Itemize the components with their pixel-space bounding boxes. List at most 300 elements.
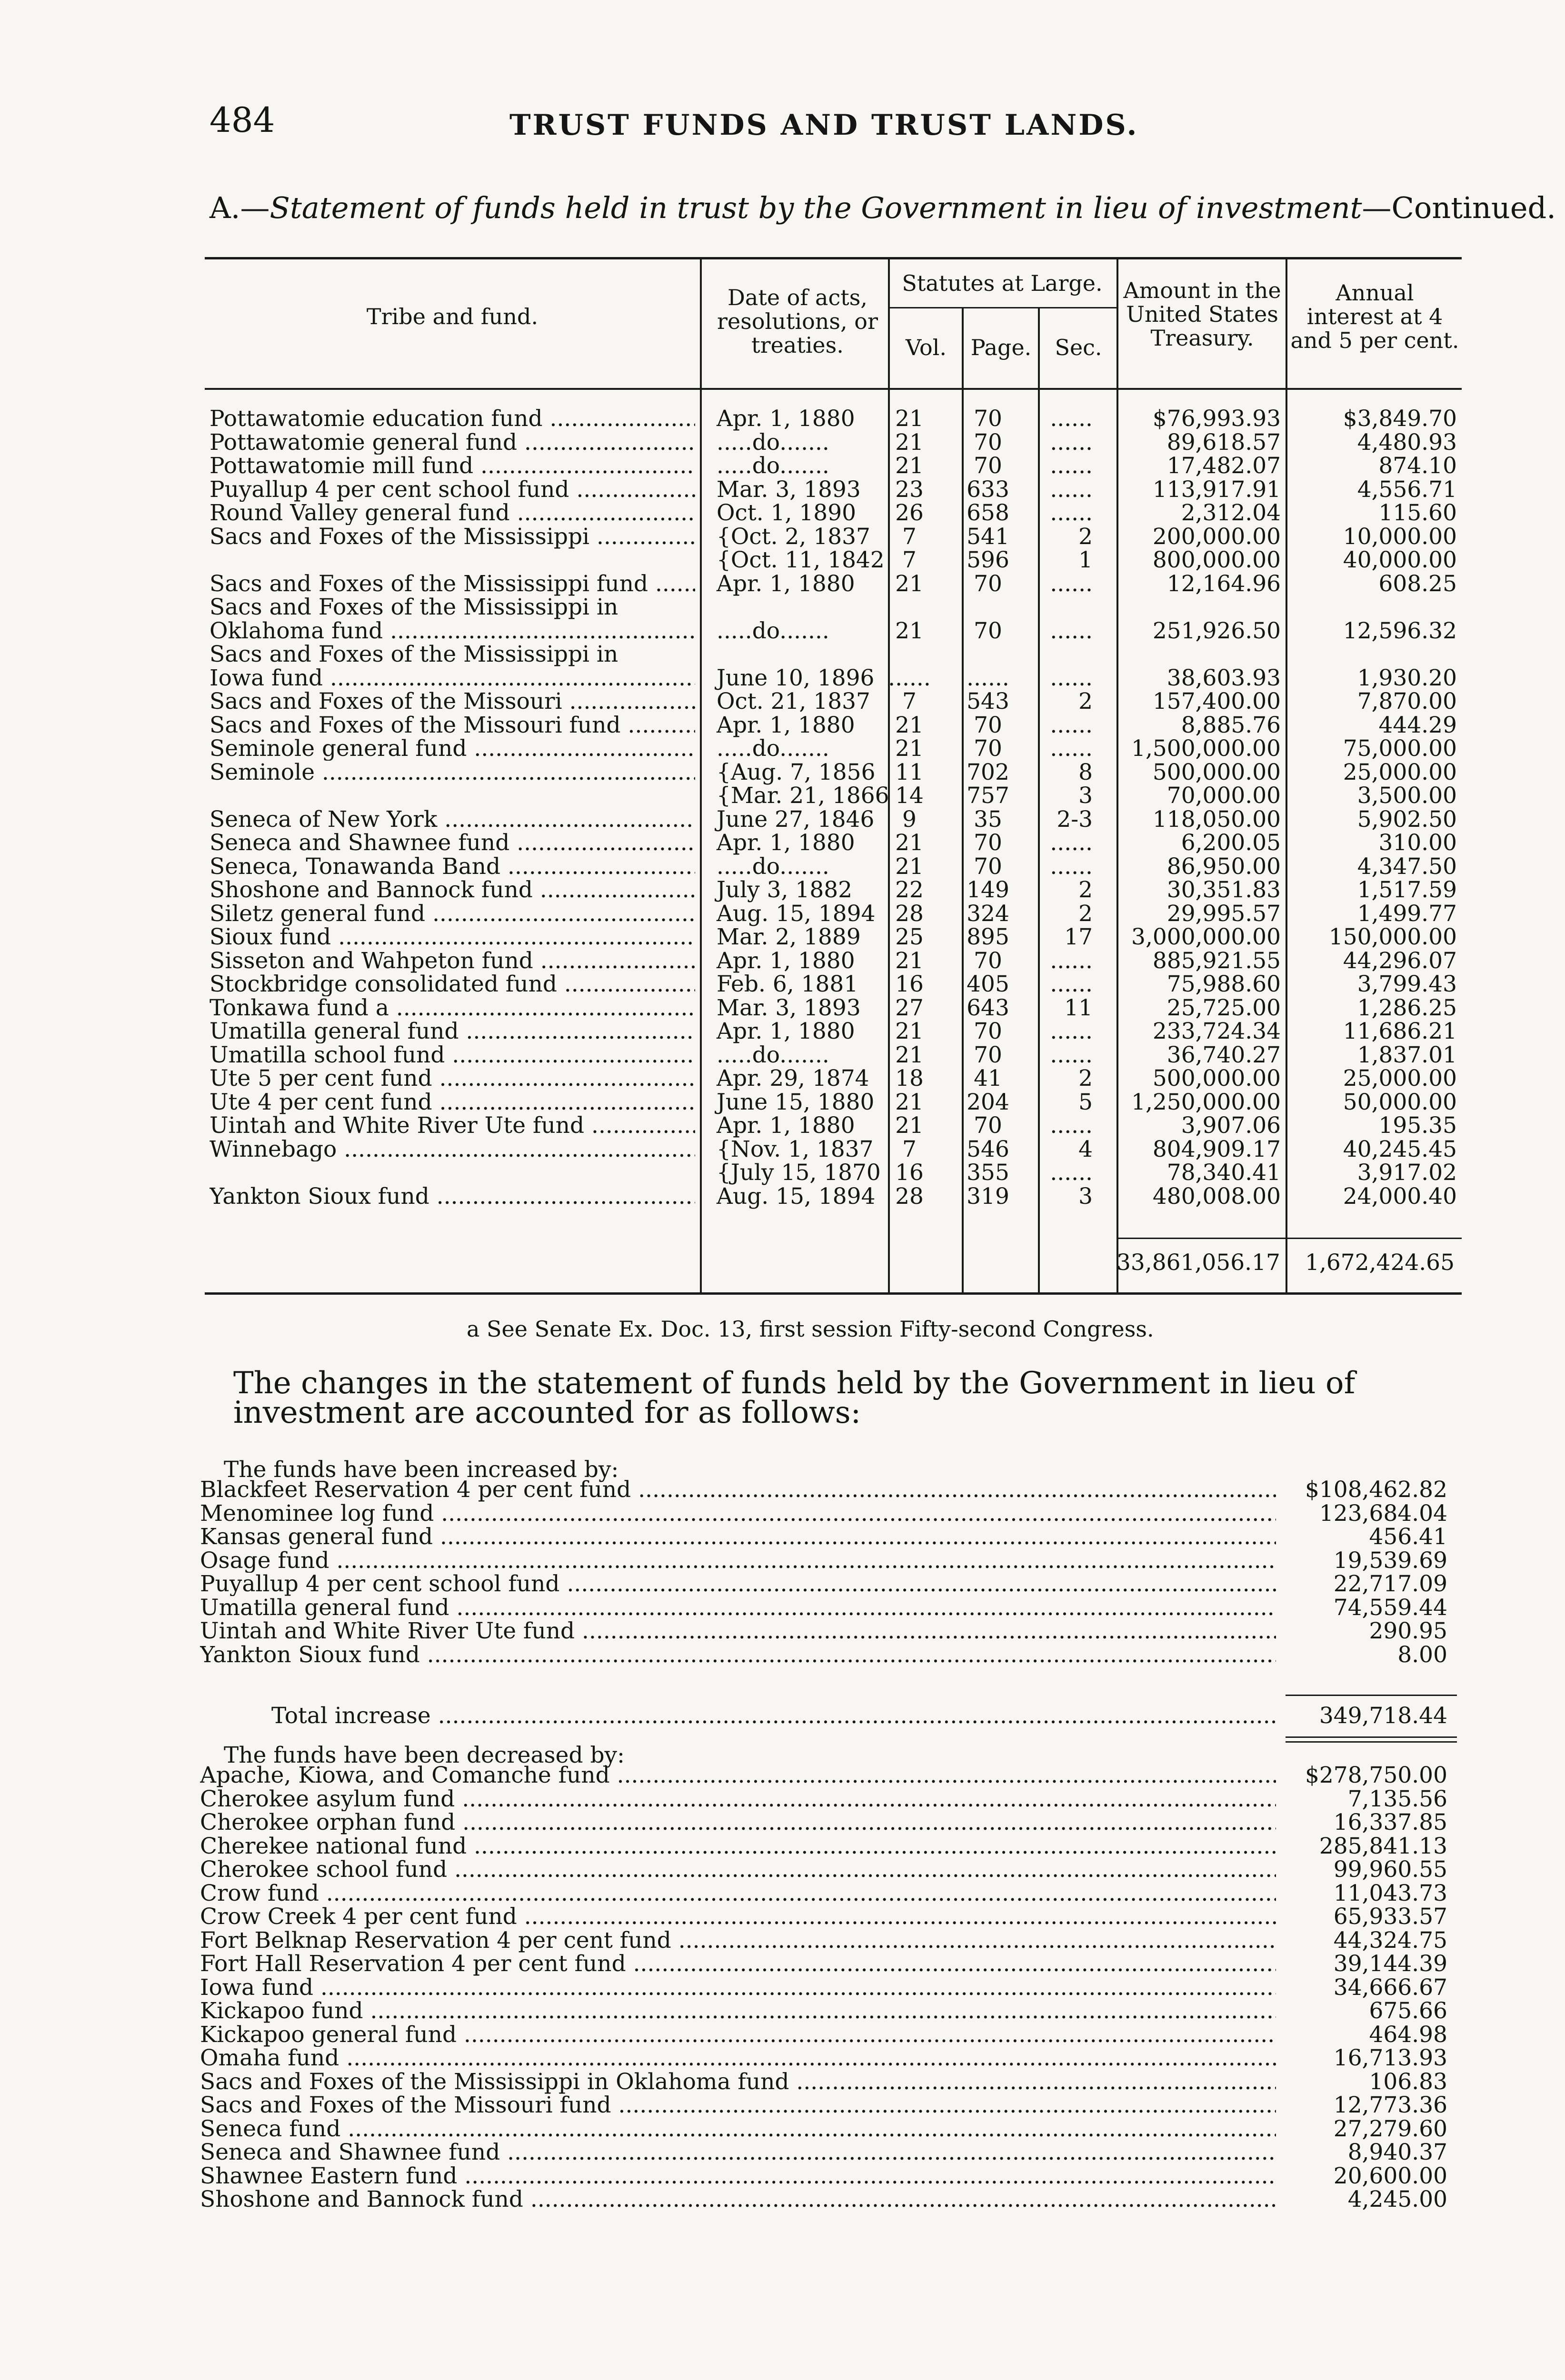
item-label: Shoshone and Bannock fund ..... [200,2188,1276,2211]
col-head-sec: Sec. [1055,335,1102,360]
col-head-date: Date of acts, resolutions, or treaties. [717,285,878,358]
col-head-tribe: Tribe and fund. [366,304,538,329]
item-value: 20,600.00 [1333,2162,1447,2189]
cell-sec: ...... [1050,570,1093,597]
cell-page: 70 [974,570,1002,597]
caption-italic: Statement of funds held in trust by the Government in lieu of investment [269,190,1362,225]
item-label: Menominee log fund ..... [200,1502,1276,1526]
decrease-item [200,1787,1457,1811]
item-value: 16,337.85 [1333,1809,1447,1835]
cell-interest: 115.60 [1378,500,1457,526]
cell-vol: 9 [902,806,917,833]
cell-tribe: Umatilla school fund ..... [209,1043,695,1067]
item-value: 123,684.04 [1319,1500,1447,1527]
cell-date: .....do....... [717,617,829,644]
cell-tribe: Siletz general fund ..... [209,902,695,926]
item-label: Iowa fund ..... [200,1976,1276,2000]
cell-page: 405 [967,971,1009,997]
item-label: Crow fund ..... [200,1882,1276,1905]
cell-tribe: Sacs and Foxes of the Missouri ..... [209,690,695,714]
cell-amount: 78,340.41 [1166,1160,1281,1186]
cell-tribe: Tonkawa fund a ..... [209,996,695,1020]
item-label: Umatilla general fund ..... [200,1596,1276,1620]
table-row [205,548,1462,572]
cell-tribe: Sacs and Foxes of the Mississippi in [209,594,618,620]
item-value: 99,960.55 [1333,1856,1447,1883]
table-row [205,501,1462,525]
increase-item [200,1572,1457,1596]
cell-sec: 2 [1078,688,1093,714]
col-head-page: Page. [970,335,1032,360]
cell-vol: 21 [895,453,924,479]
cell-sec: ...... [1050,1041,1093,1068]
item-value: 12,773.36 [1333,2092,1447,2118]
cell-tribe: Yankton Sioux fund ..... [209,1185,695,1209]
total-interest: 1,672,424.65 [1305,1250,1455,1276]
cell-page: 643 [967,994,1009,1021]
cell-page: 324 [967,900,1009,927]
item-label: Kickapoo fund ..... [200,1999,1276,2023]
cell-interest: 608.25 [1378,570,1457,597]
cell-page: 204 [967,1089,1009,1115]
cell-interest: 40,245.45 [1343,1136,1457,1162]
total-increase-label: Total increase ..... [200,1704,1276,1728]
table-row [205,714,1462,737]
item-value: 285,841.13 [1319,1833,1447,1859]
decrease-item [200,2093,1457,2117]
decrease-item [200,2141,1457,2164]
cell-date: .....do....... [717,853,829,880]
cell-amount: 2,312.04 [1181,500,1281,526]
cell-tribe: Sioux fund ..... [209,925,695,949]
cell-sec: 2 [1078,900,1093,927]
cell-sec: 1 [1078,547,1093,573]
increase-item [200,1643,1457,1667]
cell-amount: 157,400.00 [1152,688,1281,714]
decrease-item [200,1999,1457,2023]
cell-page: 41 [974,1065,1002,1091]
decrease-item [200,1905,1457,1929]
cell-sec: ...... [1050,830,1093,856]
decrease-item [200,2117,1457,2141]
cell-sec: ...... [1050,735,1093,762]
cell-vol: 18 [895,1065,924,1091]
cell-date: Aug. 15, 1894 [717,900,876,927]
cell-page: 541 [967,523,1009,550]
decrease-item [200,1929,1457,1953]
cell-tribe: Ute 4 per cent fund ..... [209,1091,695,1114]
cell-amount: 885,921.55 [1152,947,1281,974]
item-label: Fort Belknap Reservation 4 per cent fund ..... [200,1929,1276,1953]
cell-sec: 2 [1078,523,1093,550]
cell-amount: 800,000.00 [1152,547,1281,573]
cell-page: 70 [974,1112,1002,1139]
cell-amount: 118,050.00 [1152,806,1281,833]
item-label: Blackfeet Reservation 4 per cent fund ..... [200,1478,1276,1502]
cell-date: Apr. 1, 1880 [717,830,855,856]
cell-date: Mar. 3, 1893 [717,994,861,1021]
item-label: Kickapoo general fund ..... [200,2023,1276,2047]
item-value: 106.83 [1369,2068,1447,2095]
cell-interest: 3,500.00 [1357,783,1457,809]
cell-page: 70 [974,735,1002,762]
cell-interest: 40,000.00 [1343,547,1457,573]
cell-sec: ...... [1050,853,1093,880]
cell-date: Aug. 15, 1894 [717,1183,876,1210]
table-top-rule [205,257,1462,259]
item-value: 16,713.93 [1333,2045,1447,2071]
cell-tribe: Ute 5 per cent fund ..... [209,1067,695,1091]
cell-interest: 195.35 [1378,1112,1457,1139]
decrease-item [200,1952,1457,1976]
cell-vol: 21 [895,1041,924,1068]
increase-item [200,1619,1457,1643]
cell-date: Feb. 6, 1881 [717,971,858,997]
cell-amount: 17,482.07 [1166,453,1281,479]
cell-tribe: Seneca, Tonawanda Band ..... [209,855,695,879]
cell-date: Mar. 3, 1893 [717,476,861,503]
cell-amount: 86,950.00 [1166,853,1281,880]
cell-page: 70 [974,453,1002,479]
cell-tribe: Stockbridge consolidated fund ..... [209,972,695,996]
increase-item [200,1549,1457,1573]
cell-interest: 1,517.59 [1357,877,1457,903]
cell-interest: 3,917.02 [1357,1160,1457,1186]
cell-date: .....do....... [717,429,829,456]
cell-page: 149 [967,877,1009,903]
cell-page: ...... [967,664,1009,691]
cell-interest: 874.10 [1378,453,1457,479]
cell-amount: 75,988.60 [1166,971,1281,997]
cell-date: .....do....... [717,1041,829,1068]
table-row [205,454,1462,478]
cell-page: 70 [974,712,1002,738]
cell-tribe: Puyallup 4 per cent school fund ..... [209,478,695,502]
col-head-interest: Annual interest at 4 and 5 per cent. [1290,280,1459,353]
cell-sec: ...... [1050,429,1093,456]
item-value: 4,245.00 [1347,2186,1447,2212]
item-label: Seneca fund ..... [200,2117,1276,2141]
cell-amount: 25,725.00 [1166,994,1281,1021]
cell-page: 70 [974,947,1002,974]
decreased-heading: The funds have been decreased by: [224,1742,625,1768]
item-value: 7,135.56 [1347,1785,1447,1812]
cell-date: {Nov. 1, 1837 [717,1136,874,1162]
cell-amount: 1,250,000.00 [1131,1089,1281,1115]
cell-vol: 7 [902,1136,917,1162]
table-row [205,855,1462,879]
cell-amount: 30,351.83 [1166,877,1281,903]
item-label: Puyallup 4 per cent school fund ..... [200,1572,1276,1596]
cell-date: {Aug. 7, 1856 [717,759,876,785]
cell-vol: ...... [888,664,931,691]
cell-page: 895 [967,924,1009,950]
cell-tribe: Pottawatomie mill fund ..... [209,454,695,478]
item-label: Apache, Kiowa, and Comanche fund ..... [200,1764,1276,1787]
table-row [205,996,1462,1020]
item-label: Osage fund ..... [200,1549,1276,1573]
cell-vol: 16 [895,1160,924,1186]
table-row [205,525,1462,549]
cell-sec: 8 [1078,759,1093,785]
cell-amount: 1,500,000.00 [1131,735,1281,762]
cell-page: 546 [967,1136,1009,1162]
cell-page: 633 [967,476,1009,503]
cell-tribe: Oklahoma fund ..... [209,619,695,643]
cell-tribe: Sacs and Foxes of the Mississippi ..... [209,525,695,549]
item-label: Cherokee orphan fund ..... [200,1811,1276,1835]
item-value: 11,043.73 [1333,1880,1447,1906]
cell-vol: 21 [895,429,924,456]
col-head-vol: Vol. [905,335,947,360]
item-value: 675.66 [1369,1998,1447,2024]
cell-tribe: Iowa fund ..... [209,666,695,690]
total-increase-value: 349,718.44 [1319,1703,1447,1729]
cell-interest: 12,596.32 [1343,617,1457,644]
cell-interest: 1,837.01 [1357,1041,1457,1068]
item-value: 8,940.37 [1347,2139,1447,2165]
cell-amount: 251,926.50 [1152,617,1281,644]
cell-interest: 10,000.00 [1343,523,1457,550]
item-value: 34,666.67 [1333,1974,1447,2001]
item-label: Omaha fund ..... [200,2046,1276,2070]
cell-tribe: Seneca and Shawnee fund ..... [209,831,695,855]
table-row [205,1067,1462,1091]
cell-sec: ...... [1050,664,1093,691]
table-row [205,784,1462,808]
cell-sec: 2-3 [1057,806,1093,833]
page-number: 484 [209,100,275,140]
item-label: Sacs and Foxes of the Mississippi in Oklahoma fund ..... [200,2070,1276,2094]
cell-page: 702 [967,759,1009,785]
cell-vol: 21 [895,1112,924,1139]
item-label: Uintah and White River Ute fund ..... [200,1619,1276,1643]
cell-vol: 26 [895,500,924,526]
cell-amount: 113,917.91 [1152,476,1281,503]
cell-amount: $76,993.93 [1152,406,1281,432]
cell-vol: 21 [895,1089,924,1115]
cell-amount: 38,603.93 [1166,664,1281,691]
cell-date: Apr. 1, 1880 [717,570,855,597]
cell-date: Oct. 21, 1837 [717,688,870,714]
table-row [205,572,1462,596]
cell-interest: 4,556.71 [1357,476,1457,503]
cell-date: .....do....... [717,735,829,762]
table-row [205,1020,1462,1043]
cell-page: 355 [967,1160,1009,1186]
cell-tribe: Seminole ..... [209,761,695,784]
cell-vol: 25 [895,924,924,950]
table-row [205,666,1462,690]
cell-sec: 5 [1078,1089,1093,1115]
cell-amount: 89,618.57 [1166,429,1281,456]
cell-vol: 21 [895,1018,924,1044]
increase-item [200,1502,1457,1526]
cell-tribe: Sacs and Foxes of the Mississippi fund ..... [209,572,695,596]
cell-vol: 21 [895,617,924,644]
cell-sec: 3 [1078,1183,1093,1210]
cell-amount: 500,000.00 [1152,759,1281,785]
cell-sec: ...... [1050,406,1093,432]
cell-tribe: Winnebago ..... [209,1138,695,1161]
cell-sec: ...... [1050,500,1093,526]
table-row [205,949,1462,973]
table-row [205,690,1462,714]
cell-interest: 310.00 [1378,830,1457,856]
item-label: Cherokee school fund ..... [200,1858,1276,1882]
item-value: 19,539.69 [1333,1547,1447,1574]
cell-amount: 8,885.76 [1181,712,1281,738]
item-value: 290.95 [1369,1618,1447,1644]
statutes-rule [888,307,1116,308]
cell-tribe: Umatilla general fund ..... [209,1020,695,1043]
cell-interest: 25,000.00 [1343,759,1457,785]
item-label: Seneca and Shawnee fund ..... [200,2141,1276,2164]
cell-date: {Mar. 21, 1866 [717,783,889,809]
increase-item [200,1596,1457,1620]
cell-interest: 50,000.00 [1343,1089,1457,1115]
item-label: Yankton Sioux fund ..... [200,1643,1276,1667]
increase-double-rule-1 [1286,1736,1457,1738]
cell-date: June 27, 1846 [717,806,875,833]
cell-page: 596 [967,547,1009,573]
caption-suffix: —Continued. [1362,190,1556,225]
cell-interest: 5,902.50 [1357,806,1457,833]
cell-vol: 28 [895,900,924,927]
cell-tribe: Shoshone and Bannock fund ..... [209,878,695,902]
cell-sec: ...... [1050,476,1093,503]
cell-vol: 21 [895,712,924,738]
table-row [205,407,1462,431]
table-row [205,1043,1462,1067]
table-row [205,643,1462,666]
cell-vol: 7 [902,688,917,714]
cell-vol: 21 [895,570,924,597]
cell-date: Apr. 1, 1880 [717,1112,855,1139]
cell-sec: ...... [1050,947,1093,974]
decrease-item [200,2023,1457,2047]
cell-date: June 15, 1880 [717,1089,875,1115]
table-row [205,595,1462,619]
cell-interest: 150,000.00 [1328,924,1457,950]
table-row [205,1161,1462,1185]
cell-tribe: Uintah and White River Ute fund ..... [209,1114,695,1138]
cell-date: Oct. 1, 1890 [717,500,857,526]
cell-tribe: Seneca of New York ..... [209,808,695,832]
cell-amount: 29,995.57 [1166,900,1281,927]
decrease-item [200,1976,1457,2000]
cell-sec: ...... [1050,453,1093,479]
cell-page: 70 [974,429,1002,456]
decrease-item [200,1811,1457,1835]
col-head-amount: Amount in the United States Treasury. [1123,278,1281,351]
increase-double-rule-2 [1286,1741,1457,1743]
item-value: 456.41 [1369,1524,1447,1550]
cell-sec: 17 [1064,924,1093,950]
total-rule [1116,1238,1462,1239]
cell-page: 543 [967,688,1009,714]
item-value: 44,324.75 [1333,1927,1447,1954]
cell-date: {July 15, 1870 [717,1160,881,1186]
cell-sec: ...... [1050,1160,1093,1186]
table-row [205,1185,1462,1209]
item-value: 8.00 [1397,1641,1447,1668]
cell-vol: 16 [895,971,924,997]
table-row [205,972,1462,996]
cell-amount: 3,000,000.00 [1131,924,1281,950]
running-title: TRUST FUNDS AND TRUST LANDS. [509,109,1139,142]
cell-vol: 21 [895,853,924,880]
cell-sec: ...... [1050,1112,1093,1139]
table-row [205,1091,1462,1114]
cell-date: July 3, 1882 [717,877,853,903]
item-label: Crow Creek 4 per cent fund ..... [200,1905,1276,1929]
cell-vol: 21 [895,947,924,974]
table-row [205,925,1462,949]
decrease-item [200,2164,1457,2188]
table-row [205,737,1462,761]
cell-page: 319 [967,1183,1009,1210]
cell-amount: 6,200.05 [1181,830,1281,856]
intro-paragraph: The changes in the statement of funds held by the Government in lieu of investment are accounted for as follows: [233,1366,1356,1430]
cell-page: 70 [974,830,1002,856]
cell-vol: 7 [902,547,917,573]
cell-interest: 1,930.20 [1357,664,1457,691]
table-row [205,478,1462,502]
item-value: 65,933.57 [1333,1904,1447,1930]
cell-interest: 11,686.21 [1343,1018,1457,1044]
cell-amount: 500,000.00 [1152,1065,1281,1091]
cell-interest: 444.29 [1378,712,1457,738]
item-value: $278,750.00 [1305,1762,1447,1788]
cell-sec: ...... [1050,971,1093,997]
cell-tribe: Sisseton and Wahpeton fund ..... [209,949,695,973]
cell-vol: 23 [895,476,924,503]
cell-date: June 10, 1896 [717,664,875,691]
cell-tribe: Round Valley general fund ..... [209,501,695,525]
cell-date: {Oct. 11, 1842 [717,547,885,573]
cell-sec: 4 [1078,1136,1093,1162]
cell-interest: 25,000.00 [1343,1065,1457,1091]
increase-item [200,1478,1457,1502]
cell-interest: $3,849.70 [1343,406,1457,432]
item-label: Fort Hall Reservation 4 per cent fund ..... [200,1952,1276,1976]
cell-sec: ...... [1050,712,1093,738]
cell-date: Apr. 1, 1880 [717,1018,855,1044]
table-row [205,1114,1462,1138]
cell-page: 35 [974,806,1002,833]
increased-heading: The funds have been increased by: [224,1457,619,1483]
cell-interest: 1,286.25 [1357,994,1457,1021]
item-label: Cherokee asylum fund ..... [200,1787,1276,1811]
cell-sec: ...... [1050,617,1093,644]
cell-amount: 70,000.00 [1166,783,1281,809]
total-amount: 33,861,056.17 [1116,1250,1280,1276]
decrease-item [200,1764,1457,1787]
cell-date: Apr. 1, 1880 [717,406,855,432]
cell-amount: 233,724.34 [1152,1018,1281,1044]
cell-date: Mar. 2, 1889 [717,924,861,950]
item-label: Sacs and Foxes of the Missouri fund ..... [200,2093,1276,2117]
cell-page: 70 [974,1018,1002,1044]
cell-page: 70 [974,1041,1002,1068]
cell-amount: 200,000.00 [1152,523,1281,550]
table-row [205,831,1462,855]
item-label: Kansas general fund ..... [200,1525,1276,1549]
cell-sec: 3 [1078,783,1093,809]
cell-vol: 7 [902,523,917,550]
table-row [205,902,1462,926]
